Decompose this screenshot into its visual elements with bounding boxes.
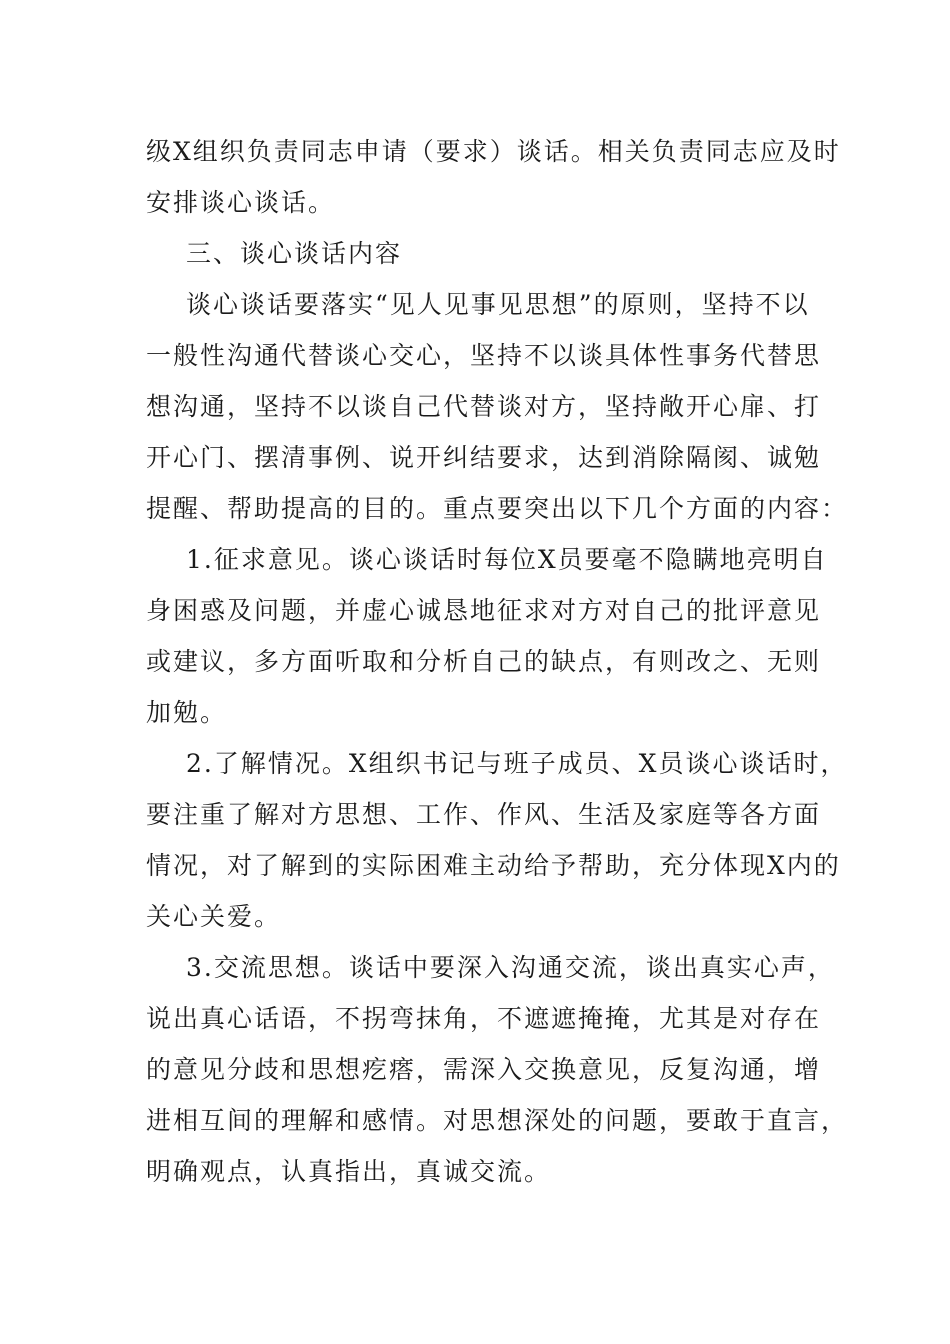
text-line: 身困惑及问题，并虚心诚恳地征求对方对自己的批评意见: [146, 596, 822, 625]
text-line: 一般性沟通代替谈心交心，坚持不以谈具体性事务代替思: [146, 341, 822, 370]
text-line: 说出真心话语，不拐弯抹角，不遮遮掩掩，尤其是对存在: [146, 1004, 822, 1033]
text-line: 明确观点，认真指出，真诚交流。: [146, 1157, 552, 1186]
document-body: [146, 126, 849, 1197]
text-line: 要注重了解对方思想、工作、作风、生活及家庭等各方面: [146, 800, 822, 829]
list-item-heading: 2.了解情况。X组织书记与班子成员、X员谈心谈话时，: [186, 749, 848, 778]
text-line: 关心关爱。: [146, 902, 282, 931]
text-line: 想沟通，坚持不以谈自己代替谈对方，坚持敞开心扉、打: [146, 392, 822, 421]
text-line: 进相互间的理解和感情。对思想深处的问题，要敢于直言，: [146, 1106, 849, 1135]
text-line: 提醒、帮助提高的目的。重点要突出以下几个方面的内容：: [146, 494, 849, 523]
text-line: 开心门、摆清事例、说开纠结要求，达到消除隔阂、诚勉: [146, 443, 822, 472]
text-line: 加勉。: [146, 698, 228, 727]
text-line: 的意见分歧和思想疙瘩，需深入交换意见，反复沟通，增: [146, 1055, 822, 1084]
text-line: 级X组织负责同志申请（要求）谈话。相关负责同志应及时: [146, 137, 841, 166]
text-line: 情况，对了解到的实际困难主动给予帮助，充分体现X内的: [146, 851, 841, 880]
text-line: 安排谈心谈话。: [146, 188, 336, 217]
text-line: 或建议，多方面听取和分析自己的缺点，有则改之、无则: [146, 647, 822, 676]
list-item-heading: 3.交流思想。谈话中要深入沟通交流，谈出真实心声，: [186, 953, 835, 982]
section-heading: 三、谈心谈话内容: [186, 239, 403, 268]
list-item-heading: 1.征求意见。谈心谈话时每位X员要毫不隐瞒地亮明自: [186, 545, 828, 574]
text-line: 谈心谈话要落实“见人见事见思想”的原则，坚持不以: [186, 290, 810, 319]
